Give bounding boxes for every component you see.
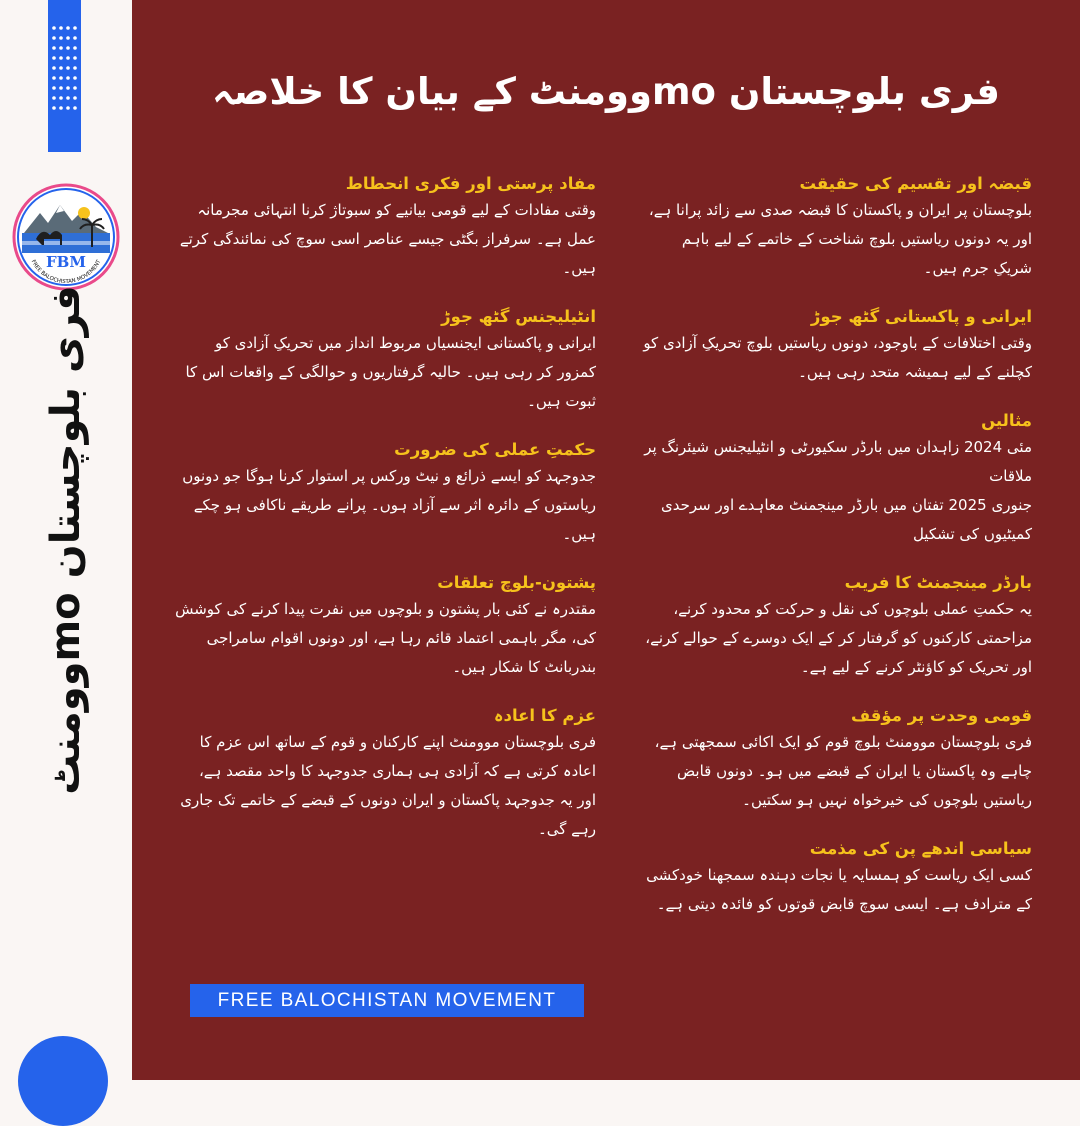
sidebar	[0, 0, 132, 1080]
section-body: کسی ایک ریاست کو ہمسایہ یا نجات دہندہ سمجھنا خودکشی کے مترادف ہے۔ ایسی سوچ قابض قوتوں کو فائدہ دیتی ہے۔	[646, 866, 1032, 913]
section-heading: سیاسی اندھے پن کی مذمت	[809, 839, 1032, 858]
section-body: مقتدرہ نے کئی بار پشتون و بلوچوں میں نفرت پیدا کرنے کی کوشش کی، مگر باہمی اعتماد قائم رہا ہے، اور دونوں اقوام سامراجی بندربانٹ کا شکار ہیں۔	[175, 600, 596, 676]
section-heading: مفاد پرستی اور فکری انحطاط	[345, 174, 596, 193]
section	[640, 409, 1032, 549]
section	[640, 704, 1032, 815]
section-heading: قبضہ اور تقسیم کی حقیقت	[799, 174, 1032, 193]
page-title: فری بلوچستان moوومنٹ کے بیان کا خلاصہ	[212, 70, 1000, 113]
section-heading: پشتون-بلوچ تعلقات	[437, 573, 596, 592]
section-body: وقتی مفادات کے لیے قومی بیانیے کو سبوتاژ کرنا انتہائی مجرمانہ عمل ہے۔ سرفراز بگٹی جیسے عناصر اسی سوچ کی نمائندگی کرتے ہیں۔	[179, 201, 596, 277]
section	[640, 571, 1032, 682]
section-heading: ایرانی و پاکستانی گٹھ جوڑ	[810, 307, 1032, 326]
content-panel	[132, 0, 1080, 1080]
section-heading: مثالیں	[981, 411, 1032, 430]
section-heading: بارڈر مینجمنٹ کا فریب	[844, 573, 1032, 592]
section	[172, 438, 596, 549]
section-body: وقتی اختلافات کے باوجود، دونوں ریاستیں بلوچ تحریکِ آزادی کو کچلنے کے لیے ہمیشہ متحد رہی ہیں۔	[643, 334, 1032, 381]
accent-circle	[18, 1036, 108, 1126]
fbm-logo	[12, 183, 120, 291]
section	[172, 704, 596, 844]
section	[640, 305, 1032, 387]
left-column	[172, 172, 596, 866]
section-heading: قومی وحدت پر مؤقف	[850, 706, 1032, 725]
section-heading: عزم کا اعادہ	[493, 706, 596, 725]
section	[172, 172, 596, 283]
footer-badge: FREE BALOCHISTAN MOVEMENT	[190, 984, 584, 1017]
section-heading: حکمتِ عملی کی ضرورت	[394, 440, 596, 459]
section-body: فری بلوچستان موومنٹ اپنے کارکنان و قوم کے ساتھ اس عزم کا اعادہ کرتی ہے کہ آزادی ہی ہماری جدوجہد کا واحد مقصد ہے، اور یہ جدوجہد پاکستان و ایران دونوں کے قبضے کے خاتمے تک جاری رہے گی۔	[180, 733, 596, 838]
logo-initials: FBM	[46, 253, 86, 271]
right-column	[640, 172, 1032, 941]
section-heading: انٹیلیجنس گٹھ جوڑ	[441, 307, 596, 326]
section-body: مئی 2024 زاہدان میں بارڈر سکیورٹی و انٹیلیجنس شیئرنگ پر ملاقات جنوری 2025 تفتان میں بارڈر مینجمنٹ معاہدے اور سرحدی کمیٹیوں کی تشکیل	[644, 438, 1032, 543]
dot-grid-icon	[48, 22, 81, 120]
section-body: فری بلوچستان موومنٹ بلوچ قوم کو ایک اکائی سمجھتی ہے، چاہے وہ پاکستان یا ایران کے قبضے میں ہو۔ دونوں قابض ریاستیں بلوچوں کی خیرخواہ نہیں ہو سکتیں۔	[654, 733, 1032, 809]
section	[640, 837, 1032, 919]
section	[172, 305, 596, 416]
sidebar-vertical-title: فری بلوچستان moوومنٹ	[43, 285, 89, 795]
section-body: ایرانی و پاکستانی ایجنسیاں مربوط انداز میں تحریکِ آزادی کو کمزور کر رہی ہیں۔ حالیہ گرفتاریوں و حوالگی کے واقعات اس کا ثبوت ہیں۔	[185, 334, 596, 410]
section-body: یہ حکمتِ عملی بلوچوں کی نقل و حرکت کو محدود کرنے، مزاحمتی کارکنوں کو گرفتار کر کے ایک دوسرے کے حوالے کرنے، اور تحریک کو کاؤنٹر کرنے کے لیے ہے۔	[645, 600, 1032, 676]
section-body: جدوجہد کو ایسے ذرائع و نیٹ ورکس پر استوار کرنا ہوگا جو دونوں ریاستوں کے دائرہ اثر سے آزاد ہوں۔ پرانے طریقے ناکافی ہو چکے ہیں۔	[182, 467, 596, 543]
section-body: بلوچستان پر ایران و پاکستان کا قبضہ صدی سے زائد پرانا ہے، اور یہ دونوں ریاستیں بلوچ شناخت کے خاتمے کے لیے باہم شریکِ جرم ہیں۔	[648, 201, 1032, 277]
section	[172, 571, 596, 682]
logo-ring-text: FREE BALOCHISTAN MOVEMENT	[29, 259, 103, 286]
section	[640, 172, 1032, 283]
